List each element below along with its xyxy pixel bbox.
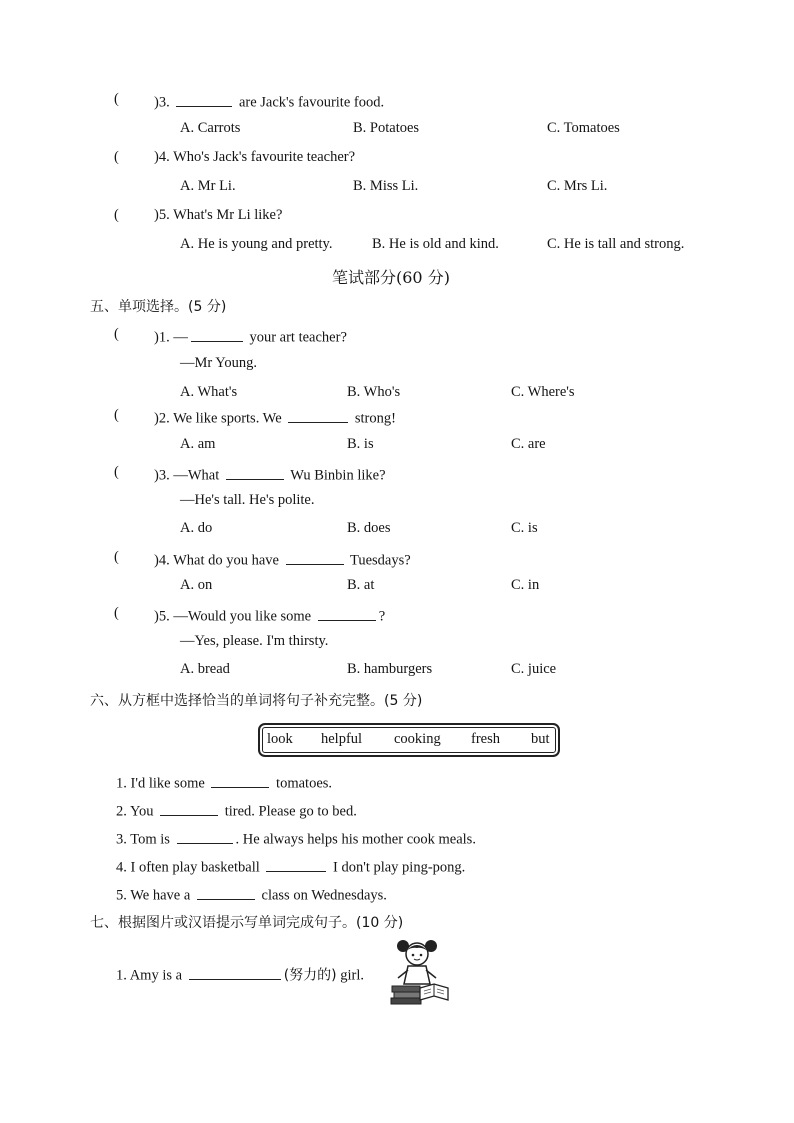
answer-paren: (	[114, 149, 119, 165]
question-pre: We like sports. We	[173, 410, 282, 427]
option-a: A. He is young and pretty.	[180, 236, 333, 252]
option-b: B. at	[347, 577, 375, 593]
book	[394, 992, 422, 998]
question-pre: What do you have	[173, 552, 279, 569]
question-number: )3.	[154, 467, 170, 484]
option-a: A. Mr Li.	[180, 178, 236, 194]
word-bank-item: look	[267, 731, 293, 747]
fill-sentence-2	[116, 800, 357, 821]
sentence-post: I don't play ping-pong.	[333, 859, 466, 876]
option-a: A. am	[180, 436, 216, 452]
word-bank-box	[258, 723, 560, 757]
question-post: Wu Binbin like?	[290, 467, 386, 484]
question-post: ?	[378, 608, 386, 625]
book	[392, 986, 420, 992]
word-bank-item: helpful	[321, 731, 363, 747]
sentence-pre: 3. Tom is	[116, 831, 170, 848]
option-a: A. bread	[180, 661, 230, 677]
answer-paren: (	[114, 91, 119, 107]
section7-title: 七、根据图片或汉语提示写单词完成句子。(10 分)	[90, 915, 404, 931]
option-b: B. Who's	[347, 384, 401, 400]
answer-line: —Mr Young.	[180, 355, 257, 371]
answer-blank[interactable]	[176, 91, 232, 107]
fill-sentence-5	[116, 884, 387, 905]
word-bank-item: but	[531, 731, 550, 747]
option-b: B. He is old and kind.	[372, 236, 499, 252]
option-c: C. He is tall and strong.	[547, 236, 685, 252]
question-number: )5.	[154, 608, 170, 625]
fill-sentence-4	[116, 856, 465, 877]
question-number: )4.	[154, 149, 170, 165]
sentence-post: girl.	[340, 967, 365, 984]
answer-blank[interactable]	[211, 772, 269, 788]
option-c: C. juice	[511, 661, 557, 677]
sentence-pre: 1. Amy is a	[116, 967, 183, 984]
question-pre: —What	[173, 467, 220, 484]
girl-with-books-illustration	[386, 936, 452, 1006]
word-bank-item: fresh	[471, 731, 500, 747]
option-b: B. hamburgers	[347, 661, 433, 677]
option-c: C. Mrs Li.	[547, 178, 608, 194]
sentence-pre: 4. I often play basketball	[116, 859, 260, 876]
sentence-pre: 5. We have a	[116, 887, 191, 904]
option-b: B. does	[347, 520, 391, 536]
answer-blank[interactable]	[226, 464, 284, 480]
section7-q1	[116, 964, 364, 985]
answer-blank[interactable]	[286, 549, 344, 565]
section5-title: 五、单项选择。(5 分)	[90, 299, 227, 315]
answer-blank[interactable]	[266, 856, 326, 872]
answer-blank[interactable]	[177, 828, 233, 844]
chinese-hint: (努力的)	[283, 967, 337, 984]
question-post: strong!	[354, 410, 396, 427]
sentence-post: tomatoes.	[276, 775, 333, 792]
answer-blank[interactable]	[318, 605, 376, 621]
section6-title: 六、从方框中选择恰当的单词将句子补充完整。(5 分)	[90, 693, 423, 709]
word-bank-item: cooking	[394, 731, 441, 747]
option-a: A. on	[180, 577, 213, 593]
dress	[404, 966, 430, 984]
answer-paren: (	[114, 549, 119, 565]
option-c: C. Tomatoes	[547, 120, 620, 136]
option-a: A. do	[180, 520, 213, 536]
answer-paren: (	[114, 207, 119, 223]
sentence-pre: 1. I'd like some	[116, 775, 205, 792]
sentence-post: class on Wednesdays.	[261, 887, 387, 904]
option-b: B. Potatoes	[353, 120, 420, 136]
question-text: What's Mr Li like?	[173, 207, 283, 223]
question-text: Who's Jack's favourite teacher?	[173, 149, 356, 165]
sentence-pre: 2. You	[116, 803, 154, 820]
question-number: )3.	[154, 94, 170, 111]
written-part-title: 笔试部分(60 分)	[332, 268, 450, 287]
answer-blank[interactable]	[288, 407, 348, 423]
option-b: B. is	[347, 436, 374, 452]
question-text: are Jack's favourite food.	[238, 94, 385, 111]
answer-paren: (	[114, 464, 119, 480]
answer-line: —Yes, please. I'm thirsty.	[180, 633, 329, 649]
answer-paren: (	[114, 407, 119, 423]
question-post: your art teacher?	[249, 329, 347, 346]
option-b: B. Miss Li.	[353, 178, 419, 194]
fill-sentence-3	[116, 828, 476, 849]
answer-blank[interactable]	[191, 326, 243, 342]
sentence-post: tired. Please go to bed.	[224, 803, 357, 820]
option-c: C. are	[511, 436, 546, 452]
answer-paren: (	[114, 605, 119, 621]
sentence-post: . He always helps his mother cook meals.	[235, 831, 476, 848]
book	[391, 998, 421, 1004]
option-c: C. Where's	[511, 384, 575, 400]
answer-blank[interactable]	[160, 800, 218, 816]
answer-paren: (	[114, 326, 119, 342]
question-number: )1.	[154, 329, 170, 346]
option-c: C. is	[511, 520, 538, 536]
answer-blank[interactable]	[197, 884, 255, 900]
option-c: C. in	[511, 577, 540, 593]
option-a: A. What's	[180, 384, 238, 400]
question-number: )5.	[154, 207, 170, 223]
answer-blank[interactable]	[189, 964, 281, 980]
question-number: )2.	[154, 410, 170, 427]
question-post: Tuesdays?	[350, 552, 411, 569]
question-pre: —	[173, 329, 188, 346]
answer-line: —He's tall. He's polite.	[180, 492, 315, 508]
question-pre: —Would you like some	[173, 608, 312, 625]
question-number: )4.	[154, 552, 170, 569]
option-a: A. Carrots	[180, 120, 241, 136]
fill-sentence-1	[116, 772, 332, 793]
